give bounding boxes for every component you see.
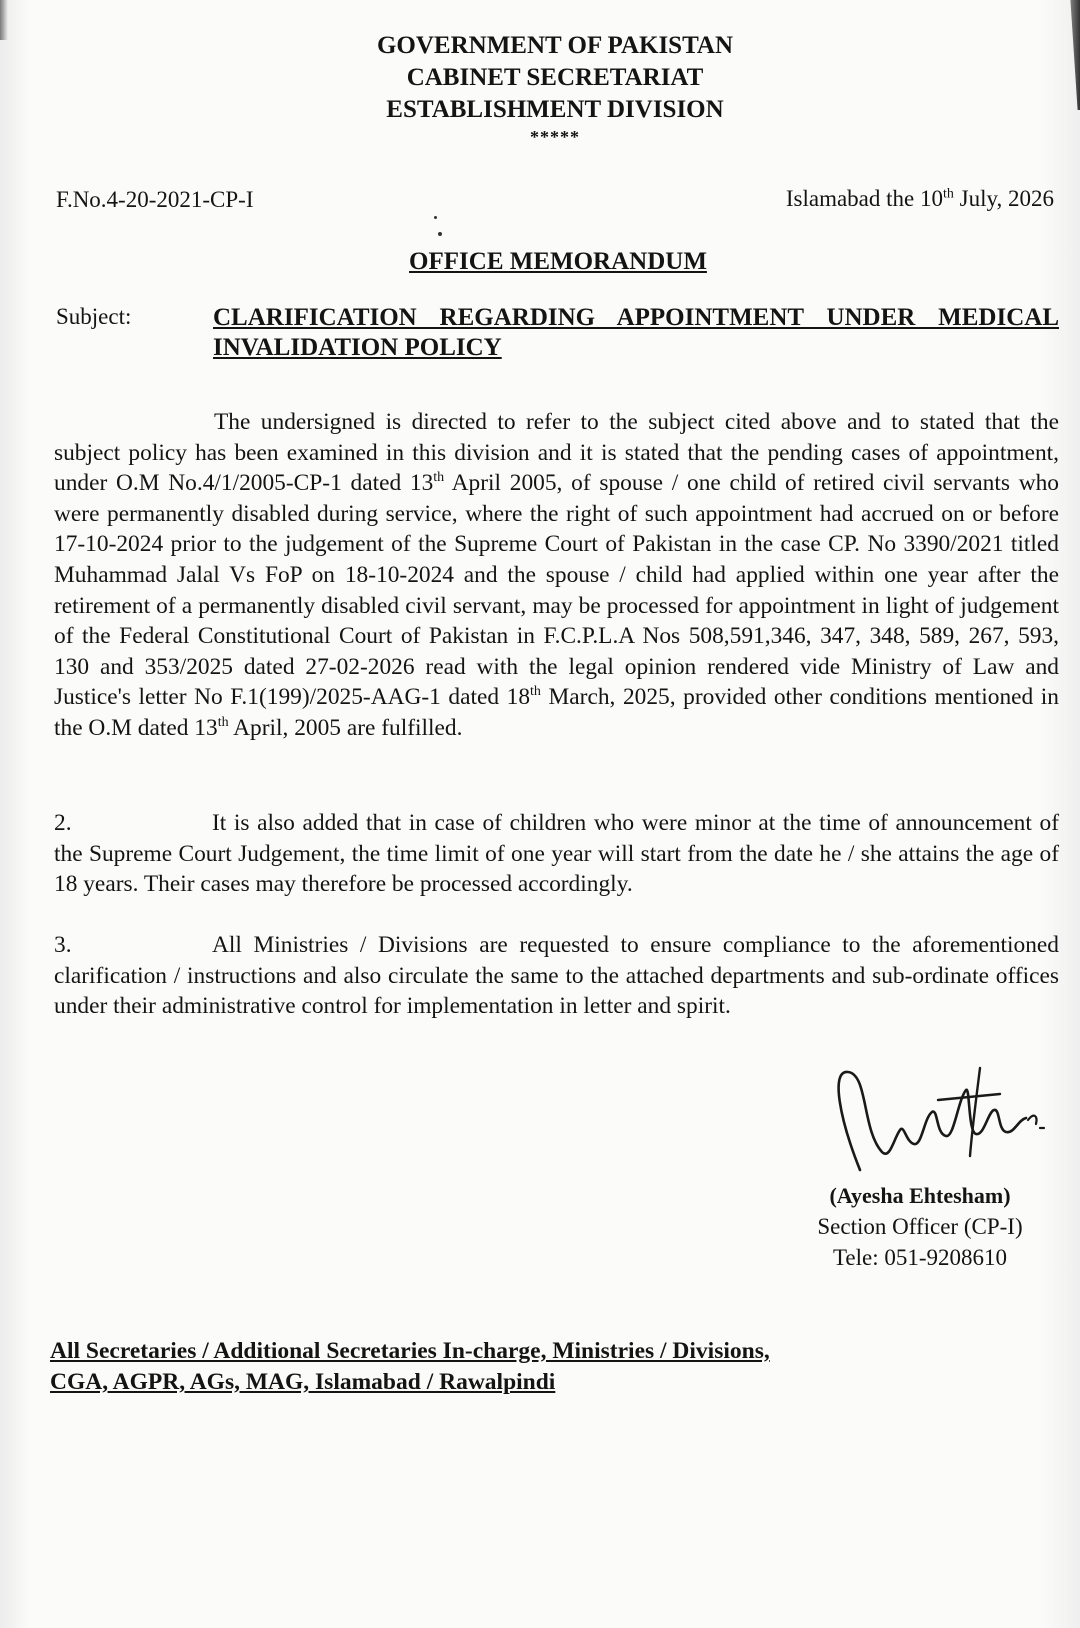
letterhead-division: ESTABLISHMENT DIVISION [386,96,724,123]
signatory-name: (Ayesha Ehtesham) [829,1183,1011,1208]
issue-date [786,186,1054,212]
paragraph-2 [54,808,1059,900]
date-ordinal: th [943,186,954,202]
date-suffix: July, 2026 [953,186,1054,211]
memo-title-text: OFFICE MEMORANDUM [409,248,707,275]
paragraph-3 [54,930,1059,1022]
paragraph-1-part-b: April 2005, of spouse / one child of retired civil servants who were permanently disabled during service, where the right of such appointment had accrued on or before 17-10-2024 prior to the judgement of the Supreme Court of Pakistan in the case CP. No 3390/2021 titled Muhammad Jalal Vs FoP on 18-10-2024 and the spouse / child had applied within one year after the retirement of a permanently disabled civil servant, may be processed for appointment in light of judgement of the Federal Constitutional Court of Pakistan in F.C.P.L.A Nos 508,591,346, 347, 348, 589, 267, 593, 130 and 353/2025 dated 27-02-2026 read with the legal opinion rendered vide Ministry of Law and Justice's letter No F.1(199)/2025-AAG-1 dated 18 [54,470,1060,711]
ordinal-suffix: th [433,470,445,486]
date-prefix: Islamabad the 10 [785,186,943,211]
letterhead [0,30,1080,146]
subject-text: CLARIFICATION REGARDING APPOINTMENT UNDER MEDICAL INVALIDATION POLICY [213,304,1059,361]
addressee-line-1: All Secretaries / Additional Secretaries In-charge, Ministries / Divisions, [50,1338,770,1364]
letterhead-government: GOVERNMENT OF PAKISTAN [376,32,734,59]
paragraph-3-text: All Ministries / Divisions are requested to ensure compliance to the aforementioned clarification / instructions and also circulate the same to the attached departments and sub-ordinate offices under their administrative control for implementation in letter and spirit. [54,932,1059,1020]
signatory-designation: Section Officer (CP-I) [817,1214,1023,1239]
handwritten-signature [830,1060,1050,1180]
paragraph-2-number: 2. [54,810,72,836]
scan-speck [438,232,442,236]
addressee-block [50,1336,770,1398]
letterhead-secretariat: CABINET SECRETARIAT [406,64,704,91]
signatory-telephone: Tele: 051-9208610 [832,1245,1008,1270]
paragraph-1 [54,407,1059,744]
paragraph-1-part-c: March, 2025, provided other conditions mentioned in the O.M dated 13 [54,684,1059,741]
signatory-block [790,1180,1050,1273]
file-number: F.No.4-20-2021-CP-I [56,187,254,212]
memo-title [0,248,1080,276]
scan-speck [434,216,437,219]
paragraph-2-text: It is also added that in case of children who were minor at the time of announcement of the Supreme Court Judgement, the time limit of one year will start from the date he / she attains the age of 18 years. Their cases may therefore be processed accordingly. [54,810,1059,898]
subject-label: Subject: [56,304,132,329]
ordinal-suffix: th [530,684,541,700]
paragraph-1-part-d: April, 2005 are fulfilled. [228,714,463,741]
paragraph-3-number: 3. [54,932,72,958]
addressee-line-2: CGA, AGPR, AGs, MAG, Islamabad / Rawalpindi [50,1369,556,1395]
ordinal-suffix: th [217,715,229,731]
letterhead-stars: ***** [530,127,580,147]
paragraph-1-part-a: The undersigned is directed to refer to the subject cited above and to stated that the subject policy has been examined in this division and it is stated that the pending cases of appointment, under O.M No.4/1/2005-CP-1 dated 13 [54,409,1059,497]
